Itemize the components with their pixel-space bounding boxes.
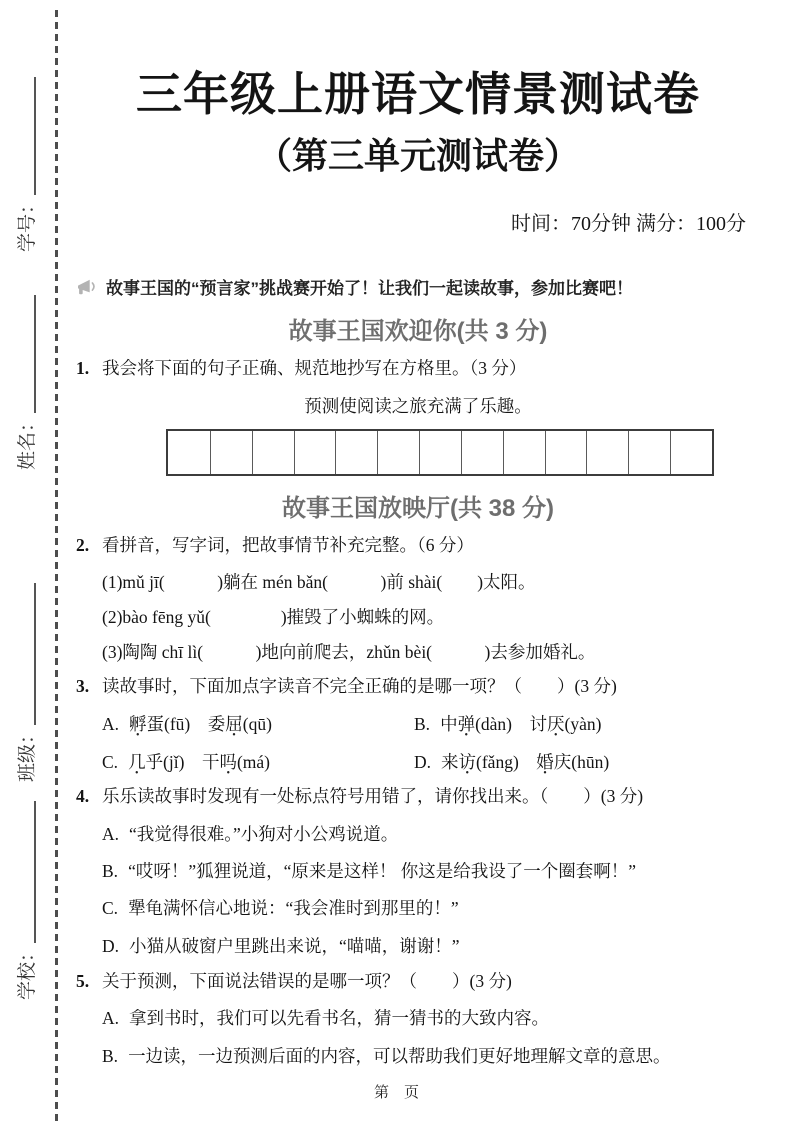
student-name-label: 姓名：	[17, 412, 38, 470]
question-4-option-a[interactable]: A. “我觉得很难。”小狗对小公鸡说道。	[102, 823, 399, 844]
question-3-text: 读故事时，下面加点字读音不完全正确的是哪一项？（ ）(3 分)	[102, 675, 617, 696]
option-text: 小猫从破窗户里跳出来说，“喵喵，谢谢！”	[129, 935, 460, 956]
option-a-content: 孵蛋(fū) 委屈(qū)	[129, 714, 272, 735]
writing-grid-cell[interactable]	[377, 431, 419, 474]
student-name-field	[12, 295, 39, 470]
question-4	[76, 784, 760, 809]
question-2-item-2[interactable]: (2)bào fēng yǔ( )摧毁了小蜘蛛的网。	[102, 606, 445, 627]
option-text: “我觉得很难。”小狗对小公鸡说道。	[129, 823, 399, 844]
option-c-content: 几乎(jǐ) 干吗(má)	[128, 752, 270, 773]
question-4-option-d[interactable]: D. 小猫从破窗户里跳出来说，“喵喵，谢谢！”	[102, 935, 460, 956]
question-2-item-3[interactable]: (3)陶陶 chī lì( )地向前爬去，zhǔn bèi( )去参加婚礼。	[102, 641, 596, 662]
writing-grid-cell[interactable]	[545, 431, 587, 474]
question-3-option-d[interactable]: D. 来访(fǎng) 婚庆(hūn)	[414, 752, 610, 773]
writing-grid-cell[interactable]	[168, 431, 210, 474]
question-5-option-b[interactable]: B. 一边读，一边预测后面的内容，可以帮助我们更好地理解文章的意思。	[102, 1045, 671, 1066]
question-3-option-a[interactable]: A. 孵蛋(fū) 委屈(qū)	[102, 714, 272, 735]
page-number-footer: 第 页	[373, 1084, 419, 1101]
question-1-number: 1.	[76, 358, 90, 378]
question-2-text: 看拼音，写字词，把故事情节补充完整。（6 分）	[102, 535, 474, 556]
question-5-text: 关于预测，下面说法错误的是哪一项？（ ）(3 分)	[102, 971, 512, 991]
class-field	[12, 583, 39, 782]
option-d-content: 来访(fǎng) 婚庆(hūn)	[441, 752, 610, 773]
option-b-content: 中弹(dàn) 讨厌(yàn)	[440, 714, 602, 735]
writing-grid-cell[interactable]	[252, 431, 294, 474]
exam-paper	[76, 0, 760, 1069]
writing-grid-cell[interactable]	[335, 431, 377, 474]
school-field	[12, 801, 39, 1000]
question-3-number: 3.	[76, 675, 90, 696]
writing-grid-cell[interactable]	[419, 431, 461, 474]
option-text: 犟龟满怀信心地说：“我会准时到那里的！”	[128, 898, 459, 919]
section1-heading: 故事王国欢迎你(共 3 分)	[288, 318, 548, 345]
question-3-options	[102, 711, 760, 774]
question-4-option-b[interactable]: B. “哎呀！”狐狸说道，“原来是这样！ 你这是给我设了一个圈套啊！”	[102, 860, 637, 881]
student-id-label: 学号：	[17, 194, 38, 252]
writing-grid-cell[interactable]	[586, 431, 628, 474]
question-2-number: 2.	[76, 535, 90, 556]
option-text: 一边读，一边预测后面的内容，可以帮助我们更好地理解文章的意思。	[128, 1045, 671, 1066]
page-subtitle: （第三单元测试卷）	[255, 136, 580, 176]
question-2-item-1[interactable]: (1)mǔ jī( )躺在 mén bǎn( )前 shài( )太阳。	[102, 571, 536, 592]
student-id-blank[interactable]	[17, 77, 36, 195]
option-text: “哎呀！”狐狸说道，“原来是这样！ 你这是给我设了一个圈套啊！”	[128, 860, 637, 881]
question-1-text: 我会将下面的句子正确、规范地抄写在方格里。（3 分）	[102, 358, 527, 378]
megaphone-icon	[76, 278, 98, 296]
question-4-number: 4.	[76, 786, 90, 807]
student-name-blank[interactable]	[17, 295, 36, 413]
intro-text: 故事王国的“预言家”挑战赛开始了！让我们一起读故事，参加比赛吧！	[106, 279, 633, 298]
question-5	[76, 969, 760, 994]
copy-sentence: 预测使阅读之旅充满了乐趣。	[304, 396, 532, 417]
school-label: 学校：	[17, 942, 38, 1000]
question-5-number: 5.	[76, 971, 90, 991]
exam-meta: 时间：70分钟 满分：100分	[511, 213, 746, 235]
question-3	[76, 674, 760, 699]
section2-heading: 故事王国放映厅(共 38 分)	[281, 495, 554, 523]
fold-dashed-line	[55, 10, 58, 1122]
option-text: 拿到书时，我们可以先看书名，猜一猜书的大致内容。	[129, 1008, 550, 1029]
question-1	[76, 356, 760, 381]
question-2	[76, 533, 760, 558]
writing-grid	[166, 429, 714, 476]
class-label: 班级：	[17, 724, 38, 782]
question-5-option-a[interactable]: A. 拿到书时，我们可以先看书名，猜一猜书的大致内容。	[102, 1008, 550, 1029]
page-title: 三年级上册语文情景测试卷	[136, 69, 700, 120]
writing-grid-cell[interactable]	[210, 431, 252, 474]
student-id-field	[12, 77, 39, 252]
writing-grid-cell[interactable]	[461, 431, 503, 474]
writing-grid-cell[interactable]	[628, 431, 670, 474]
question-3-option-b[interactable]: B. 中弹(dàn) 讨厌(yàn)	[414, 714, 602, 735]
class-blank[interactable]	[17, 583, 36, 725]
question-4-option-c[interactable]: C. 犟龟满怀信心地说：“我会准时到那里的！”	[102, 898, 459, 919]
question-3-option-c[interactable]: C. 几乎(jǐ) 干吗(má)	[102, 752, 270, 773]
writing-grid-cell[interactable]	[294, 431, 336, 474]
writing-grid-cell[interactable]	[670, 431, 712, 474]
writing-grid-cell[interactable]	[503, 431, 545, 474]
question-4-text: 乐乐读故事时发现有一处标点符号用错了，请你找出来。（ ）(3 分)	[102, 786, 644, 807]
school-blank[interactable]	[17, 801, 36, 943]
intro-line	[76, 274, 760, 299]
